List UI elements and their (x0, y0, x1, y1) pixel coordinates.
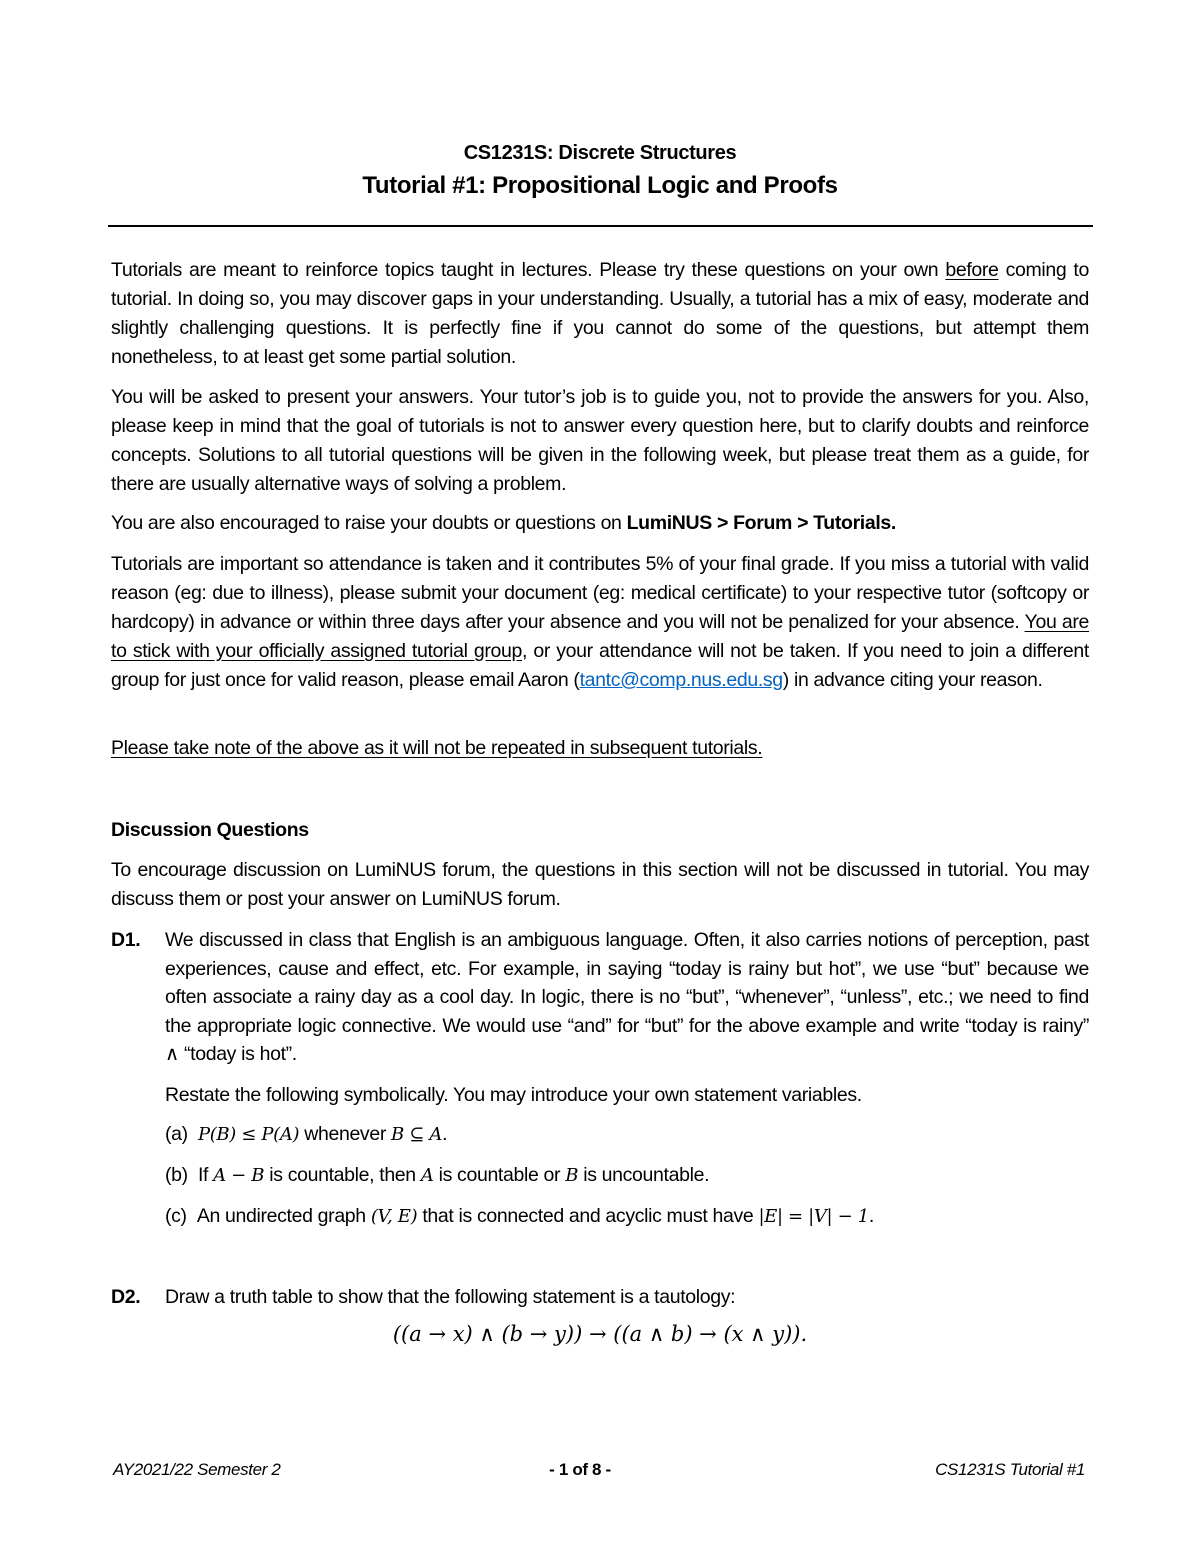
title-rule (108, 225, 1093, 227)
course-title: CS1231S: Discrete Structures (463, 142, 737, 164)
d1-instruction: Restate the following symbolically. You may introduce your own statement variables. (165, 1084, 862, 1106)
d2-label: D2. (111, 1286, 141, 1308)
discussion-intro: To encourage discussion on LumiNUS forum, the questions in this section will not be discussed in tutorial. You may discuss them or post your answer on LumiNUS forum. (111, 859, 1089, 910)
footer-tutorial: CS1231S Tutorial #1 (935, 1460, 1085, 1479)
d1-part-b: (b) If A − B is countable, then A is countable or B is uncountable. (165, 1164, 710, 1186)
d1-part-c: (c) An undirected graph (V, E) that is connected and acyclic must have |E| = |V| − 1. (165, 1205, 874, 1227)
intro-paragraph-1: Tutorials are meant to reinforce topics taught in lectures. Please try these questions on your own before coming to tutorial. In doing so, you may discover gaps in your understanding. Usually, a tutorial has a mix of easy, moderate and slightly challenging questions. It is perfectly fine if you cannot do some of the questions, but attempt them nonetheless, to at least get some partial solution. (111, 259, 1089, 368)
d2-formula: ((a → x) ∧ (b → y)) → ((a ∧ b) → (x ∧ y)). (392, 1322, 808, 1346)
note: Please take note of the above as it will not be repeated in subsequent tutorials. (111, 737, 763, 759)
email-link[interactable]: tantc@comp.nus.edu.sg (579, 669, 783, 691)
intro-paragraph-2: You will be asked to present your answers. Your tutor’s job is to guide you, not to provide the answers for you. Also, please keep in mind that the goal of tutorials is not to answer every question here, but to clarify doubts and reinforce concepts. Solutions to all tutorial questions will be given in the following week, but please treat them as a guide, for there are usually alternative ways of solving a problem. (111, 386, 1089, 495)
d2-text: Draw a truth table to show that the following statement is a tautology: (165, 1286, 736, 1308)
d1-label: D1. (111, 929, 141, 951)
tutorial-title: Tutorial #1: Propositional Logic and Proofs (362, 172, 838, 199)
footer-page-number: - 1 of 8 - (549, 1460, 611, 1479)
d1-part-a: (a) P(B) ≤ P(A) whenever B ⊆ A. (165, 1123, 448, 1145)
intro-paragraph-3: You are also encouraged to raise your doubts or questions on LumiNUS > Forum > Tutorials. (111, 512, 896, 534)
discussion-heading: Discussion Questions (111, 819, 309, 841)
intro-paragraph-4: Tutorials are important so attendance is taken and it contributes 5% of your final grade. If you miss a tutorial with valid reason (eg: due to illness), please submit your document (eg: medical certificate) to your respective tutor (softcopy or hardcopy) in advance or within three days after your absence and you will not be penalized for your absence. You are to stick with your officially assigned tutorial group, or your attendance will not be taken. If you need to join a different group for just once for valid reason, please email Aaron (tantc@comp.nus.edu.sg) in advance citing your reason. (111, 553, 1089, 691)
footer-semester: AY2021/22 Semester 2 (113, 1460, 281, 1479)
d1-text: We discussed in class that English is an ambiguous language. Often, it also carries notions of perception, past experiences, cause and effect, etc. For example, in saying “today is rainy but hot”, we use “but” because we often associate a rainy day as a cool day. In logic, there is no “but”, “whenever”, “unless”, etc.; we need to find the appropriate logic connective. We would use “and” for “but” for the above example and write “today is rainy” ∧ “today is hot”. (165, 929, 1089, 1065)
